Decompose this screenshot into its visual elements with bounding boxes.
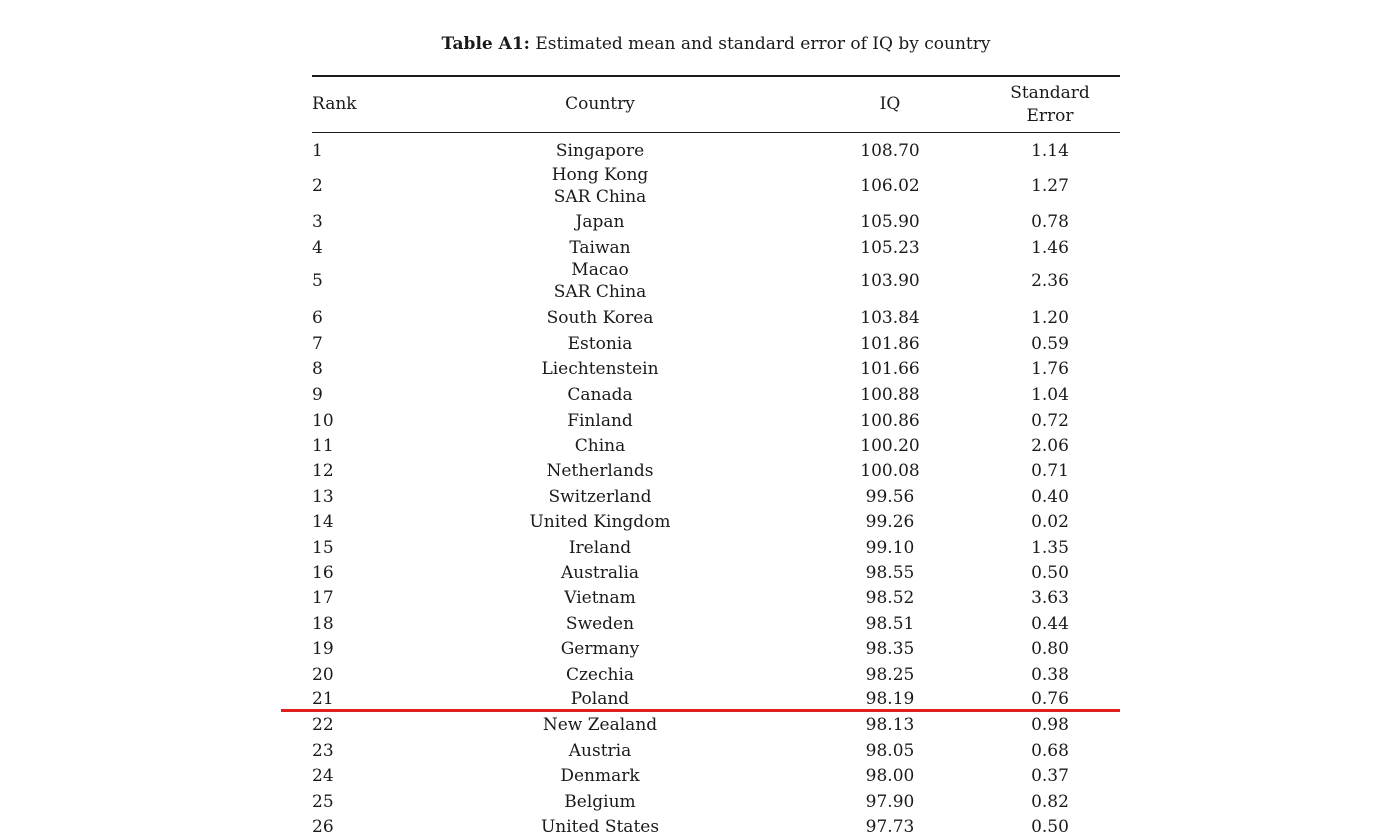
cell-rank: 24 <box>312 766 334 786</box>
cell-rank: 11 <box>312 436 334 456</box>
cell-iq: 105.23 <box>860 238 920 258</box>
cell-country <box>500 740 700 762</box>
cell-iq: 98.25 <box>865 665 915 685</box>
cell-iq: 99.56 <box>865 487 915 507</box>
country-line: Poland <box>570 689 630 709</box>
cell-standard-error: 0.78 <box>1031 212 1069 232</box>
country-line: Austria <box>568 741 632 761</box>
cell-iq: 100.88 <box>860 385 920 405</box>
cell-country <box>500 259 700 303</box>
country-line: Ireland <box>568 538 632 558</box>
cell-standard-error: 2.36 <box>1031 271 1069 291</box>
cell-iq: 98.51 <box>865 614 915 634</box>
cell-iq: 103.84 <box>860 308 920 328</box>
country-line: New Zealand <box>542 715 658 735</box>
cell-rank: 22 <box>312 715 334 735</box>
cell-rank: 1 <box>312 141 323 161</box>
country-line: SAR China <box>553 282 647 302</box>
cell-country <box>500 486 700 508</box>
country-line: Netherlands <box>546 461 654 481</box>
cell-standard-error: 0.80 <box>1031 639 1069 659</box>
cell-iq: 101.86 <box>860 334 920 354</box>
country-line: Estonia <box>567 334 633 354</box>
cell-iq: 101.66 <box>860 359 920 379</box>
cell-rank: 2 <box>312 176 323 196</box>
cell-rank: 17 <box>312 588 334 608</box>
cell-rank: 13 <box>312 487 334 507</box>
cell-standard-error: 1.46 <box>1031 238 1069 258</box>
header-iq: IQ <box>879 94 901 114</box>
cell-rank: 18 <box>312 614 334 634</box>
cell-country <box>500 714 700 736</box>
country-line: Belgium <box>564 792 636 812</box>
cell-country <box>500 307 700 329</box>
country-line: Taiwan <box>569 238 631 258</box>
cell-standard-error: 1.27 <box>1031 176 1069 196</box>
cell-iq: 100.08 <box>860 461 920 481</box>
country-line: Sweden <box>565 614 635 634</box>
country-line: Finland <box>567 411 633 431</box>
cell-country <box>500 333 700 355</box>
cell-country <box>500 384 700 406</box>
cell-country <box>500 358 700 380</box>
cell-standard-error: 1.20 <box>1031 308 1069 328</box>
cell-rank: 5 <box>312 271 323 291</box>
cell-country <box>500 435 700 457</box>
country-line: Macao <box>571 260 629 280</box>
country-line: Czechia <box>565 665 635 685</box>
cell-rank: 15 <box>312 538 334 558</box>
header-country: Country <box>565 94 635 114</box>
cell-rank: 19 <box>312 639 334 659</box>
cell-rank: 8 <box>312 359 323 379</box>
cell-country <box>500 664 700 686</box>
cell-rank: 14 <box>312 512 334 532</box>
cell-country <box>500 791 700 813</box>
cell-rank: 20 <box>312 665 334 685</box>
cell-iq: 98.05 <box>865 741 915 761</box>
cell-iq: 98.52 <box>865 588 915 608</box>
country-line: Denmark <box>560 766 640 786</box>
cell-standard-error: 2.06 <box>1031 436 1069 456</box>
cell-iq: 97.90 <box>865 792 915 812</box>
cell-standard-error: 0.98 <box>1031 715 1069 735</box>
country-line: South Korea <box>546 308 654 328</box>
cell-standard-error: 0.59 <box>1031 334 1069 354</box>
cell-rank: 7 <box>312 334 323 354</box>
cell-country <box>500 816 700 838</box>
header-rank: Rank <box>312 94 357 114</box>
cell-standard-error: 0.37 <box>1031 766 1069 786</box>
cell-iq: 100.86 <box>860 411 920 431</box>
cell-country <box>500 688 700 710</box>
cell-country <box>500 638 700 660</box>
cell-standard-error: 0.68 <box>1031 741 1069 761</box>
cell-country <box>500 237 700 259</box>
cell-standard-error: 0.40 <box>1031 487 1069 507</box>
country-line: China <box>574 436 626 456</box>
cell-rank: 6 <box>312 308 323 328</box>
header-se-line1: Standard <box>1010 83 1090 103</box>
cell-country <box>500 511 700 533</box>
cell-rank: 4 <box>312 238 323 258</box>
country-line: Hong Kong <box>551 165 649 185</box>
header-se-line2: Error <box>1026 106 1074 126</box>
country-line: SAR China <box>553 187 647 207</box>
cell-country <box>500 460 700 482</box>
cell-rank: 10 <box>312 411 334 431</box>
country-line: Liechtenstein <box>541 359 659 379</box>
country-line: Singapore <box>555 141 645 161</box>
caption-text: Estimated mean and standard error of IQ by country <box>535 34 991 54</box>
cell-iq: 99.26 <box>865 512 915 532</box>
cell-standard-error: 0.76 <box>1031 689 1069 709</box>
cell-country <box>500 765 700 787</box>
cell-standard-error: 0.50 <box>1031 817 1069 837</box>
cell-standard-error: 0.71 <box>1031 461 1069 481</box>
cell-country <box>500 410 700 432</box>
country-line: Australia <box>560 563 640 583</box>
cell-standard-error: 0.72 <box>1031 411 1069 431</box>
cell-iq: 98.55 <box>865 563 915 583</box>
cell-iq: 99.10 <box>865 538 915 558</box>
cell-standard-error: 1.14 <box>1031 141 1069 161</box>
cell-standard-error: 0.38 <box>1031 665 1069 685</box>
cell-country <box>500 613 700 635</box>
cell-standard-error: 1.35 <box>1031 538 1069 558</box>
cell-rank: 16 <box>312 563 334 583</box>
cell-iq: 98.35 <box>865 639 915 659</box>
cell-standard-error: 0.82 <box>1031 792 1069 812</box>
cell-standard-error: 3.63 <box>1031 588 1069 608</box>
cell-standard-error: 0.02 <box>1031 512 1069 532</box>
cell-rank: 12 <box>312 461 334 481</box>
cell-standard-error: 0.44 <box>1031 614 1069 634</box>
cell-iq: 98.13 <box>865 715 915 735</box>
cell-country <box>500 164 700 208</box>
cell-iq: 98.19 <box>865 689 915 709</box>
cell-rank: 9 <box>312 385 323 405</box>
cell-iq: 100.20 <box>860 436 920 456</box>
cell-rank: 25 <box>312 792 334 812</box>
cell-country <box>500 140 700 162</box>
country-line: Vietnam <box>564 588 636 608</box>
cell-rank: 3 <box>312 212 323 232</box>
cell-rank: 21 <box>312 689 334 709</box>
cell-country <box>500 537 700 559</box>
country-line: Germany <box>560 639 640 659</box>
cell-iq: 98.00 <box>865 766 915 786</box>
cell-country <box>500 562 700 584</box>
caption-label: Table A1: <box>441 34 530 54</box>
country-line: United States <box>540 817 660 837</box>
country-line: Switzerland <box>548 487 652 507</box>
cell-standard-error: 1.04 <box>1031 385 1069 405</box>
cell-rank: 23 <box>312 741 334 761</box>
country-line: Canada <box>567 385 633 405</box>
cell-country <box>500 211 700 233</box>
cell-standard-error: 0.50 <box>1031 563 1069 583</box>
cell-rank: 26 <box>312 817 334 837</box>
country-line: United Kingdom <box>529 512 671 532</box>
country-line: Japan <box>575 212 625 232</box>
cell-iq: 97.73 <box>865 817 915 837</box>
cell-iq: 108.70 <box>860 141 920 161</box>
cell-country <box>500 587 700 609</box>
cell-iq: 103.90 <box>860 271 920 291</box>
cell-standard-error: 1.76 <box>1031 359 1069 379</box>
cell-iq: 105.90 <box>860 212 920 232</box>
cell-iq: 106.02 <box>860 176 920 196</box>
highlight-line <box>281 709 1120 712</box>
